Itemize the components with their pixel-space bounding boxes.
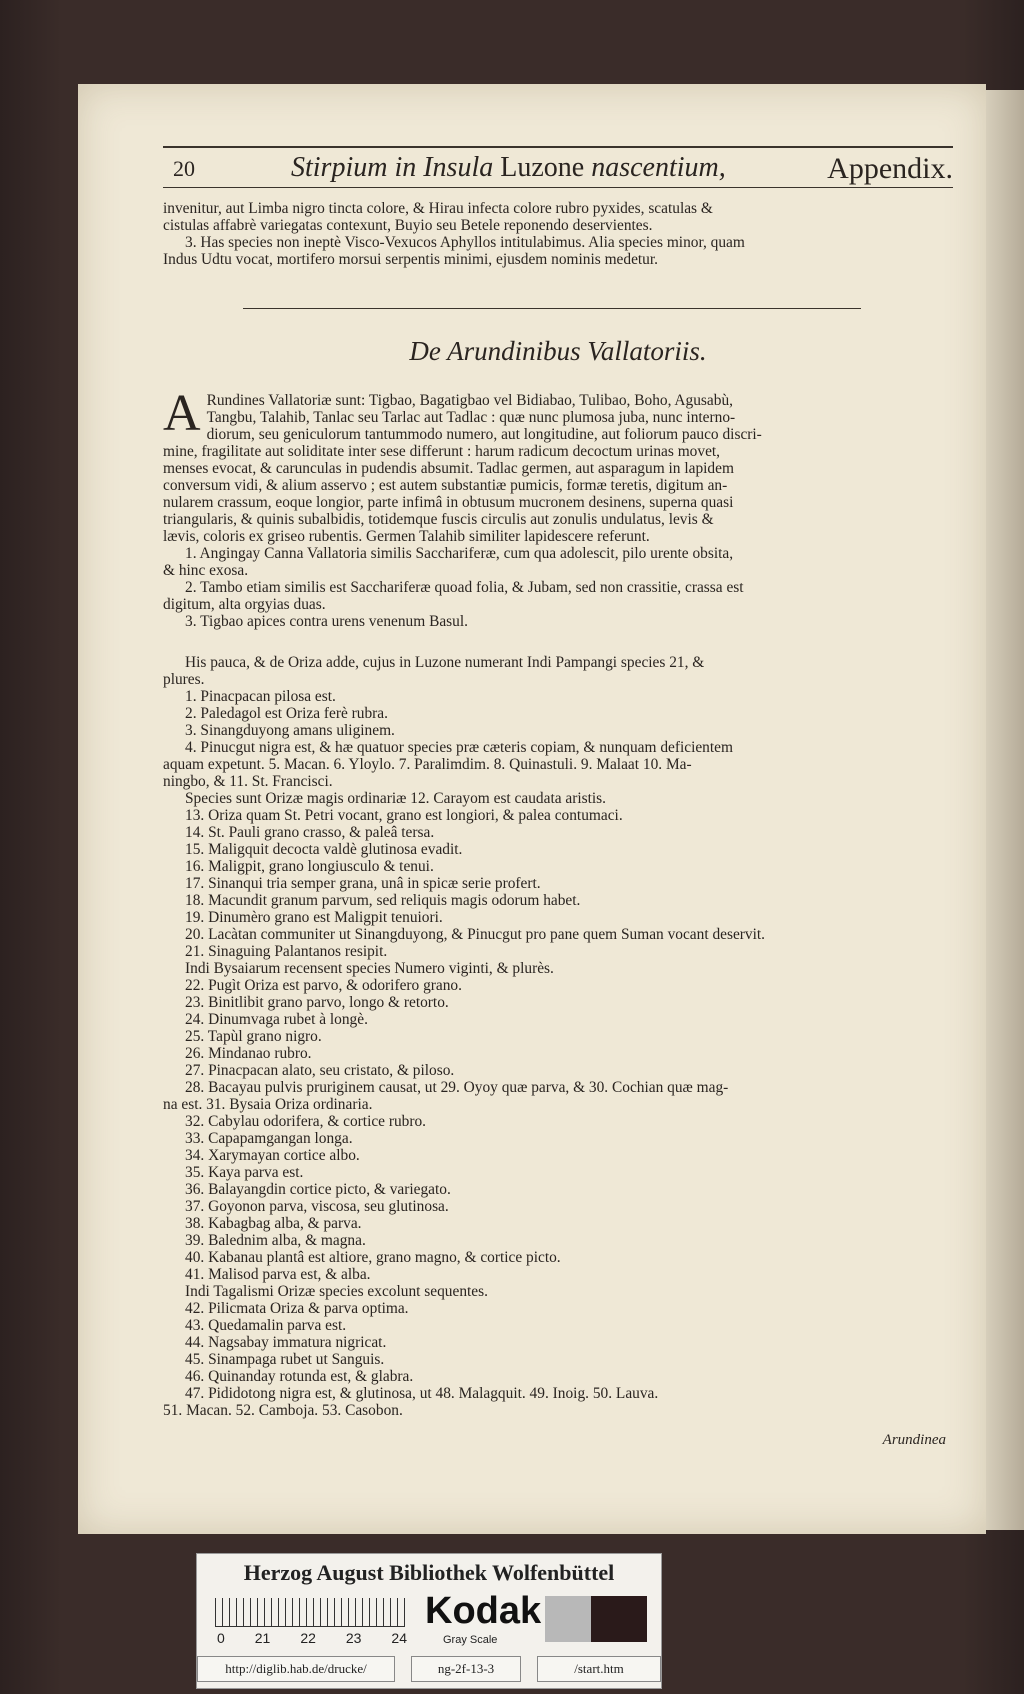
book-page bbox=[78, 84, 986, 1534]
list-item: 1. Pinacpacan pilosa est. bbox=[185, 688, 336, 705]
text-line: 51. Macan. 52. Camboja. 53. Casobon. bbox=[163, 1402, 403, 1419]
list-item: 36. Balayangdin cortice picto, & variegato. bbox=[185, 1181, 451, 1198]
list-item: 35. Kaya parva est. bbox=[185, 1164, 304, 1181]
ruler-number: 24 bbox=[391, 1630, 407, 1646]
text-line: conversum vidi, & alium asservo ; est autem substantiæ pumicis, formæ teretis, digitum an- bbox=[163, 477, 728, 494]
section-separator bbox=[243, 308, 861, 309]
list-item: 17. Sinanqui tria semper grana, unâ in spicæ serie profert. bbox=[185, 875, 541, 892]
list-item: 42. Pilicmata Oriza & parva optima. bbox=[185, 1300, 409, 1317]
text-line: Indi Tagalismi Orizæ species excolunt sequentes. bbox=[185, 1283, 488, 1300]
measurement-ruler bbox=[215, 1598, 405, 1627]
drop-cap: A bbox=[163, 385, 201, 442]
text-line: Tangbu, Talahib, Tanlac seu Tarlac aut Tadlac : quæ nunc plumosa juba, nunc interno- bbox=[206, 409, 736, 426]
start-label: /start.htm bbox=[537, 1656, 661, 1682]
ruler-number: 23 bbox=[345, 1630, 362, 1646]
list-item: 45. Sinampaga rubet ut Sanguis. bbox=[185, 1351, 385, 1368]
running-head bbox=[291, 152, 726, 184]
running-head-part1: Stirpium in Insula bbox=[291, 152, 494, 183]
list-item: 37. Goyonon parva, viscosa, seu glutinosa. bbox=[185, 1198, 449, 1215]
text-line: plures. bbox=[163, 671, 205, 688]
running-head-part2: Luzone bbox=[500, 152, 585, 183]
text-line: Rundines Vallatoriæ sunt: Tigbao, Bagatigbao vel Bidiabao, Tulibao, Boho, Agusabù, bbox=[206, 392, 733, 409]
paragraph-arundines bbox=[163, 385, 953, 630]
list-item: 43. Quedamalin parva est. bbox=[185, 1317, 347, 1334]
list-item: 2. Tambo etiam similis est Sacchariferæ quoad folia, & Jubam, sed non crassitie, crassa est bbox=[185, 579, 744, 596]
running-header bbox=[163, 152, 953, 186]
gray-swatch-light bbox=[545, 1596, 591, 1642]
list-item: 40. Kabanau plantâ est altiore, grano magno, & cortice picto. bbox=[185, 1249, 561, 1266]
text-line: triangularis, & quinis subalbidis, totidemque fuscis circulis aut zonulis undulatus, levis & bbox=[163, 511, 714, 528]
list-item: 3. Tigbao apices contra urens venenum Basul. bbox=[185, 613, 468, 630]
list-item: 38. Kabagbag alba, & parva. bbox=[185, 1215, 362, 1232]
list-item: 27. Pinacpacan alato, seu cristato, & piloso. bbox=[185, 1062, 455, 1079]
text-line: 3. Has species non ineptè Visco-Vexucos Aphyllos intitulabimus. Alia species minor, quam bbox=[185, 234, 745, 251]
text-line: menses evocat, & carunculas in pudendis absumit. Tadlac germen, aut asparagum in lapidem bbox=[163, 460, 734, 477]
text-line: cistulas affabrè variegatas contexunt, Buyio seu Betele reponendo deservientes. bbox=[163, 217, 653, 234]
shelfmark-label: ng-2f-13-3 bbox=[411, 1656, 521, 1682]
text-line: His pauca, & de Oriza adde, cujus in Luzone numerant Indi Pampangi species 21, & bbox=[185, 654, 705, 671]
list-item: 13. Oriza quam St. Petri vocant, grano est longiori, & palea contumaci. bbox=[185, 807, 623, 824]
list-item: 19. Dinumèro grano est Maligpit tenuiori. bbox=[185, 909, 443, 926]
section-title: De Arundinibus Vallatoriis. bbox=[409, 336, 707, 366]
list-item: 14. St. Pauli grano crasso, & paleâ tersa. bbox=[185, 824, 435, 841]
catchword: Arundinea bbox=[882, 1432, 946, 1448]
next-page-edge bbox=[984, 90, 1024, 1530]
list-item: 32. Cabylau odorifera, & cortice rubro. bbox=[185, 1113, 427, 1130]
list-item: 25. Tapùl grano nigro. bbox=[185, 1028, 322, 1045]
list-item: 26. Mindanao rubro. bbox=[185, 1045, 312, 1062]
list-item: 20. Lacàtan communiter ut Sinangduyong, & Pinucgut pro pane quem Suman vocant deservit. bbox=[185, 926, 766, 943]
text-line: ningbo, & 11. St. Francisci. bbox=[163, 773, 333, 790]
list-item: 16. Maligpit, grano longiusculo & tenui. bbox=[185, 858, 434, 875]
ruler-number: 22 bbox=[300, 1630, 316, 1646]
list-item: 23. Binitlibit grano parvo, longo & retorto. bbox=[185, 994, 449, 1011]
list-item: 28. Bacayau pulvis pruriginem causat, ut 29. Oyoy quæ parva, & 30. Cochian quæ mag- bbox=[185, 1079, 729, 1096]
list-item: 39. Balednim alba, & magna. bbox=[185, 1232, 366, 1249]
list-item: 22. Pugìt Oriza est parvo, & odorifero grano. bbox=[185, 977, 462, 994]
kodak-logo: Kodak bbox=[425, 1590, 542, 1632]
page-number: 20 bbox=[173, 156, 195, 181]
text-line: digitum, alta orgyias duas. bbox=[163, 596, 326, 613]
list-item: 46. Quinanday rotunda est, & glabra. bbox=[185, 1368, 414, 1385]
library-name: Herzog August Bibliothek Wolfenbüttel bbox=[243, 1560, 615, 1585]
text-line: na est. 31. Bysaia Oriza ordinaria. bbox=[163, 1096, 373, 1113]
text-line: Indus Udtu vocat, mortifero morsui serpentis minimi, ejusdem nominis medetur. bbox=[163, 251, 658, 268]
list-item: 33. Capapamgangan longa. bbox=[185, 1130, 353, 1147]
list-item: 47. Pididotong nigra est, & glutinosa, ut 48. Malagquit. 49. Inoig. 50. Lauva. bbox=[185, 1385, 659, 1402]
ruler-number: 21 bbox=[254, 1630, 271, 1646]
appendix-label: Appendix. bbox=[827, 152, 953, 185]
text-line: & hinc exosa. bbox=[163, 562, 249, 579]
list-item: 2. Paledagol est Oriza ferè rubra. bbox=[185, 705, 388, 722]
text-line: aquam expetunt. 5. Macan. 6. Yloylo. 7. Paralimdim. 8. Quinastuli. 9. Malaat 10. Ma- bbox=[163, 756, 692, 773]
list-item: 3. Sinangduyong amans uliginem. bbox=[185, 722, 395, 739]
list-item: 18. Macundit granum parvum, sed reliquis magis odorum habet. bbox=[185, 892, 581, 909]
list-item: 1. Angingay Canna Vallatoria similis Sacchariferæ, cum qua adolescit, pilo urente obsita, bbox=[185, 545, 734, 562]
text-line: Species sunt Orizæ magis ordinariæ 12. Carayom est caudata aristis. bbox=[185, 790, 607, 807]
running-head-part3: nascentium, bbox=[591, 152, 726, 183]
url-label: http://diglib.hab.de/drucke/ bbox=[197, 1656, 395, 1682]
ruler-numbers bbox=[217, 1630, 407, 1646]
header-rule-top bbox=[163, 146, 953, 148]
text-line: lævis, coloris ex griseo rubentis. Germen Talahib similiter lapidescere referunt. bbox=[163, 528, 650, 545]
header-rule-bottom bbox=[163, 187, 953, 188]
list-item: 4. Pinucgut nigra est, & hæ quatuor species præ cæteris copiam, & nunquam deficientem bbox=[185, 739, 733, 756]
gray-scale-label: Gray Scale bbox=[443, 1634, 498, 1646]
text-line: diorum, seu geniculorum tantummodo numero, aut longitudine, aut foliorum pauco discri- bbox=[206, 426, 762, 443]
intro-text bbox=[163, 200, 953, 268]
list-item: 15. Maligquit decocta valdè glutinosa evadit. bbox=[185, 841, 463, 858]
list-item: 44. Nagsabay immatura nigricat. bbox=[185, 1334, 387, 1351]
color-calibration-card bbox=[196, 1553, 662, 1689]
ruler-number: 0 bbox=[217, 1630, 225, 1646]
text-line: invenitur, aut Limba nigro tincta colore, & Hirau infecta colore rubro pyxides, scatulas & bbox=[163, 200, 713, 217]
paragraph-oriza bbox=[163, 654, 953, 1419]
text-line: nularem crassum, eoque longior, parte infimâ in obtusum mucronem desinens, superna quasi bbox=[163, 494, 734, 511]
list-item: 41. Malisod parva est, & alba. bbox=[185, 1266, 371, 1283]
list-item: 24. Dinumvaga rubet à longè. bbox=[185, 1011, 368, 1028]
list-item: 21. Sinaguing Palantanos resipit. bbox=[185, 943, 388, 960]
list-item: 34. Xarymayan cortice albo. bbox=[185, 1147, 360, 1164]
gray-swatch-dark bbox=[591, 1596, 647, 1642]
text-line: Indi Bysaiarum recensent species Numero viginti, & plurès. bbox=[185, 960, 554, 977]
text-line: mine, fragilitate aut soliditate inter sese differunt : harum radicum decoctum urinas movet, bbox=[163, 443, 721, 460]
